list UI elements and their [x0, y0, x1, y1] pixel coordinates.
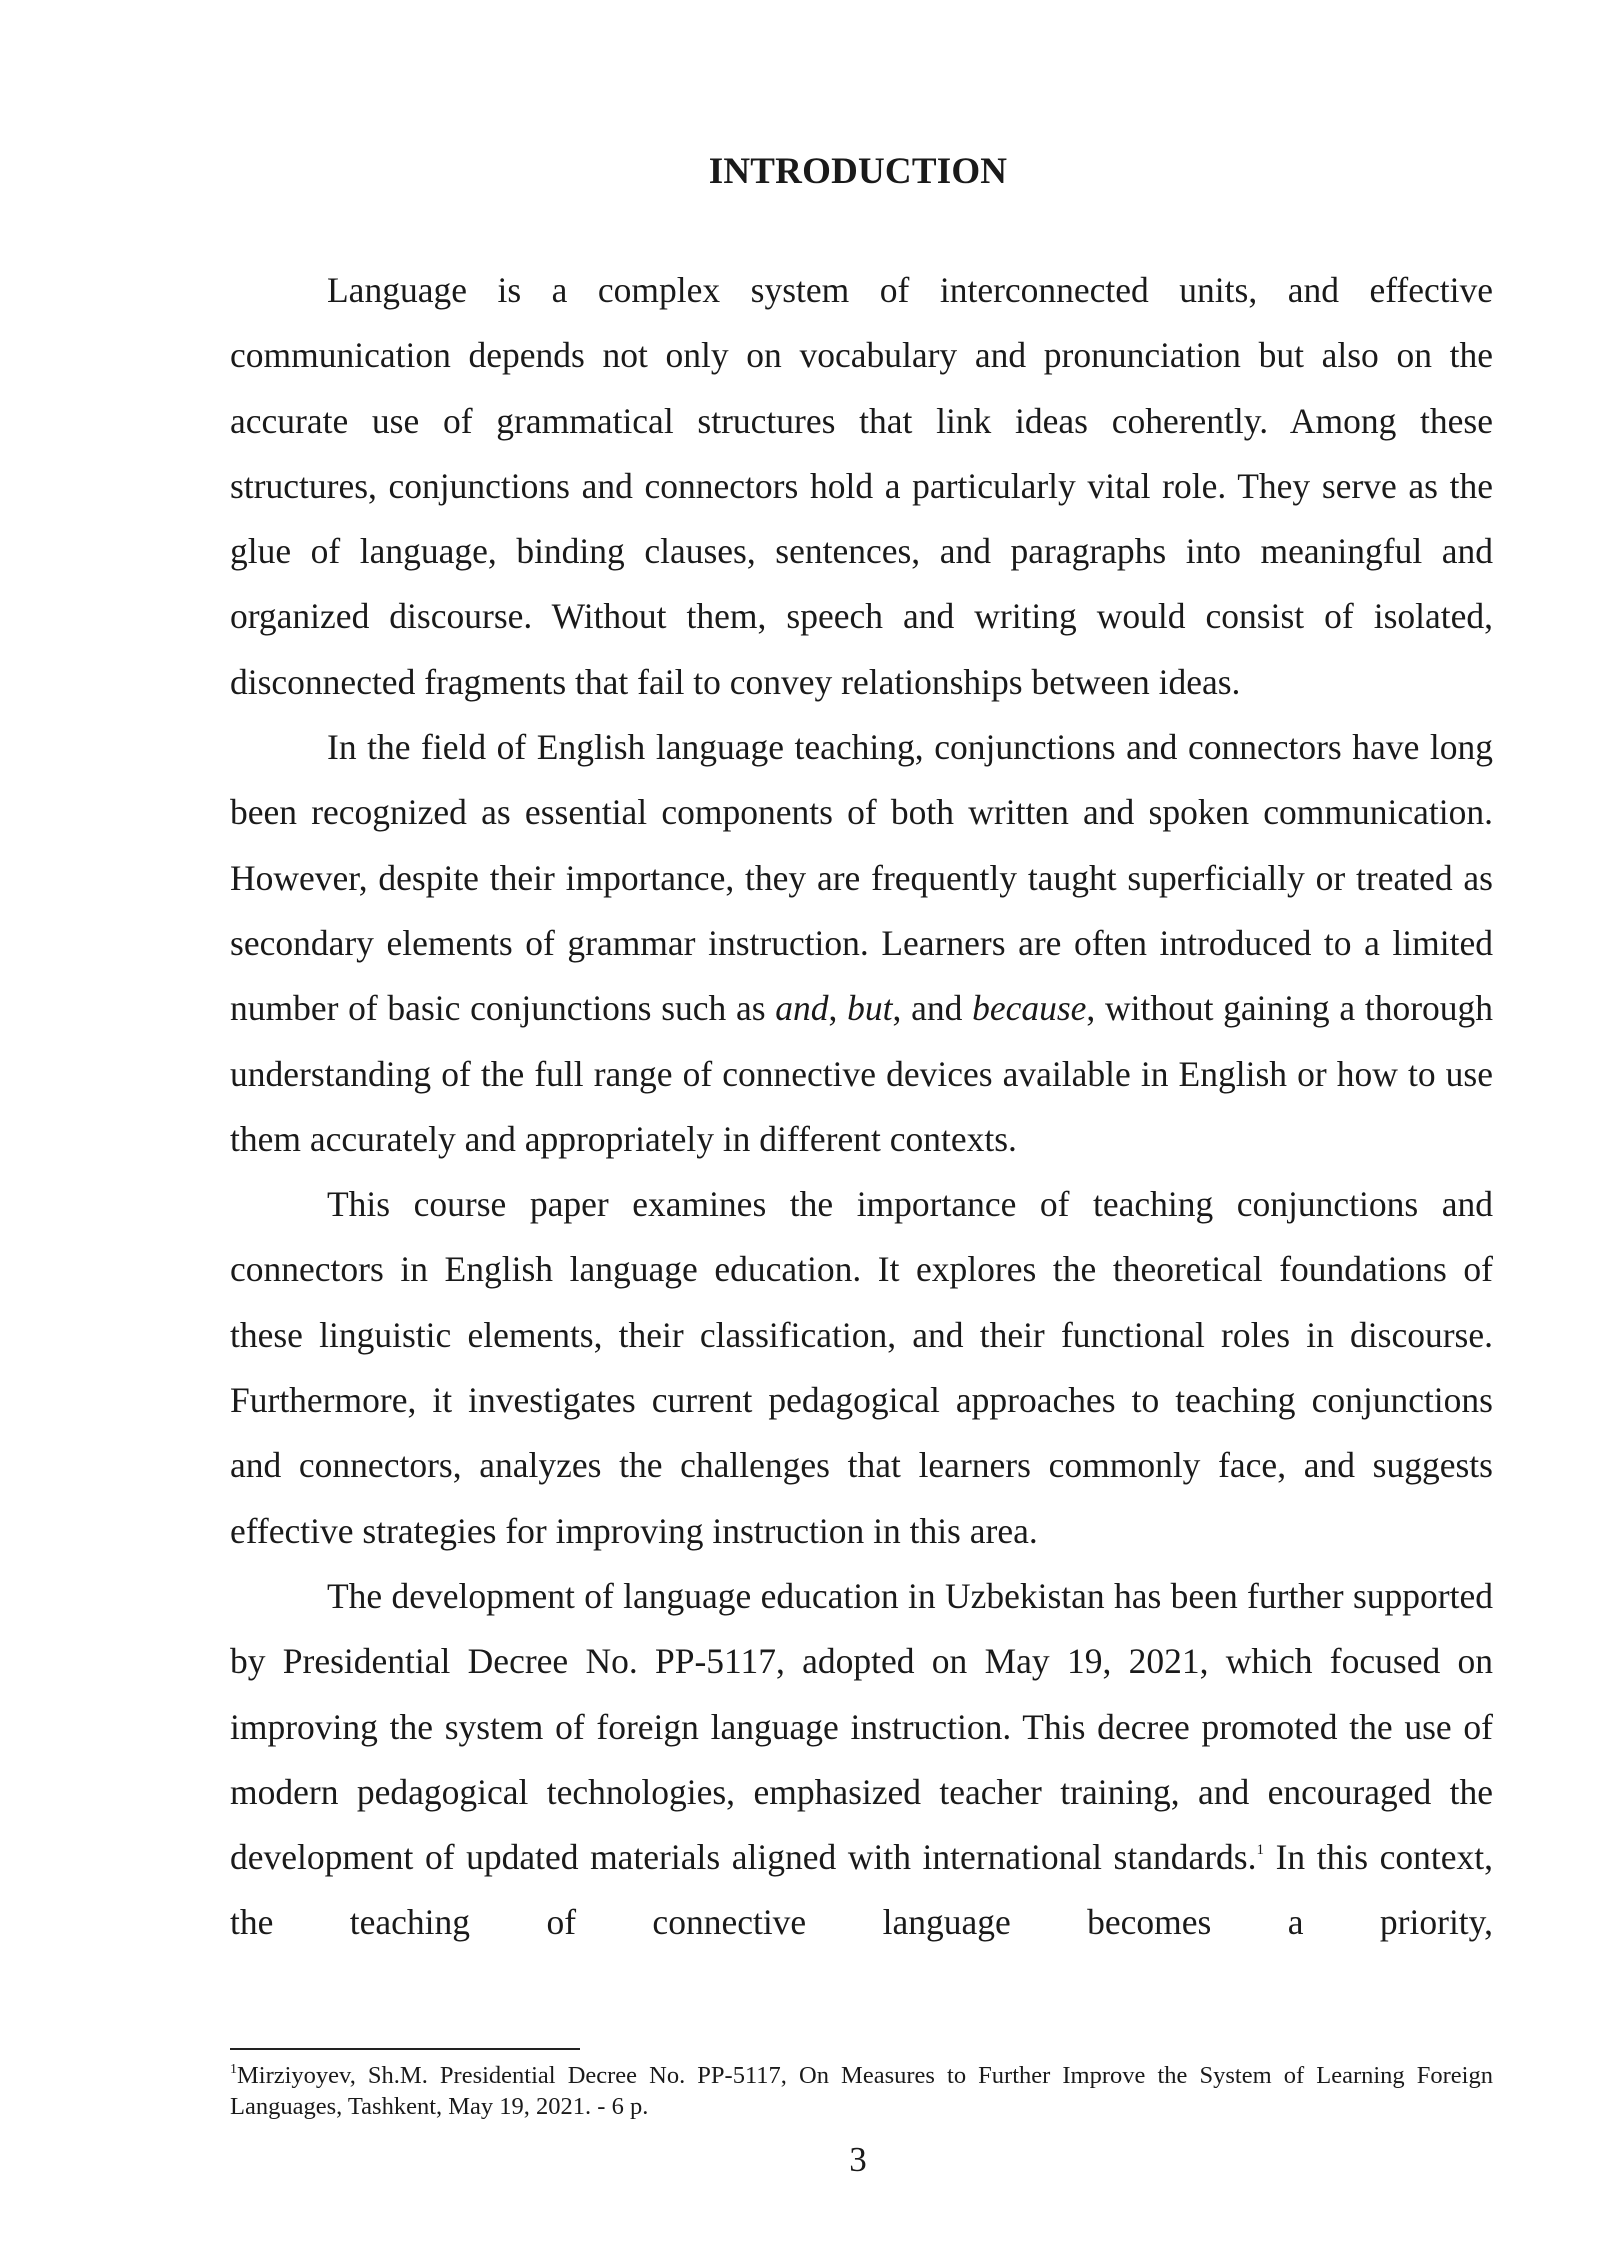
paragraph-2-text-c: , and	[892, 988, 973, 1029]
footnote-separator	[230, 2048, 580, 2050]
footnote-text: Mirziyoyev, Sh.M. Presidential Decree No. PP-5117, On Measures to Further Improve the System of Learning Foreign Languages, Tashkent, May 19, 2021. - 6 p.	[230, 2062, 1493, 2120]
footnote	[230, 2060, 1493, 2122]
paragraph-4	[230, 1564, 1493, 1956]
paragraph-4-text-b: In this context, the teaching of connective language becomes a priority,	[230, 1837, 1493, 1943]
paragraph-2-emphasis-because: because	[972, 988, 1087, 1029]
paragraph-2	[230, 715, 1493, 1172]
paragraph-2-text-d: , without gaining a thorough understanding of the full range of connective devices available in English or how to use them accurately and appropriately in different contexts.	[230, 988, 1494, 1159]
paragraph-3: This course paper examines the importance of teaching conjunctions and connectors in English language education. It explores the theoretical foundations of these linguistic elements, their classification, and their functional roles in discourse. Furthermore, it investigates current pedagogical approaches to teaching conjunctions and connectors, analyzes the challenges that learners commonly face, and suggests effective strategies for improving instruction in this area.	[230, 1184, 1493, 1551]
footnote-mark: 1	[230, 2062, 237, 2077]
paragraph-2-emphasis-and: and	[775, 988, 829, 1029]
section-heading: INTRODUCTION	[708, 151, 1008, 192]
paragraph-2-emphasis-but: but	[847, 988, 893, 1029]
paragraph-4-text-a: The development of language education in Uzbekistan has been further supported by Presidential Decree No. PP-5117, adopted on May 19, 2021, which focused on improving the system of foreign language instruction. This decree promoted the use of modern pedagogical technologies, emphasized teacher training, and encouraged the development of updated materials aligned with international standards.	[230, 1575, 1493, 1878]
footnote-reference[interactable]: 1	[1256, 1842, 1264, 1859]
page-number: 3	[849, 2140, 867, 2179]
body-text	[230, 258, 1493, 1956]
paragraph-2-text-a: In the field of English language teaching, conjunctions and connectors have long been recognized as essential components of both written and spoken communication. However, despite their importance, they are frequently taught superficially or treated as secondary elements of grammar instruction. Learners are often introduced to a limited number of basic conjunctions such as	[230, 727, 1493, 1029]
paragraph-1: Language is a complex system of interconnected units, and effective communication depends not only on vocabulary and pronunciation but also on the accurate use of grammatical structures that link ideas coherently. Among these structures, conjunctions and connectors hold a particularly vital role. They serve as the glue of language, binding clauses, sentences, and paragraphs into meaningful and organized discourse. Without them, speech and writing would consist of isolated, disconnected fragments that fail to convey relationships between ideas.	[230, 270, 1493, 702]
paragraph-2-text-b: ,	[828, 988, 848, 1029]
